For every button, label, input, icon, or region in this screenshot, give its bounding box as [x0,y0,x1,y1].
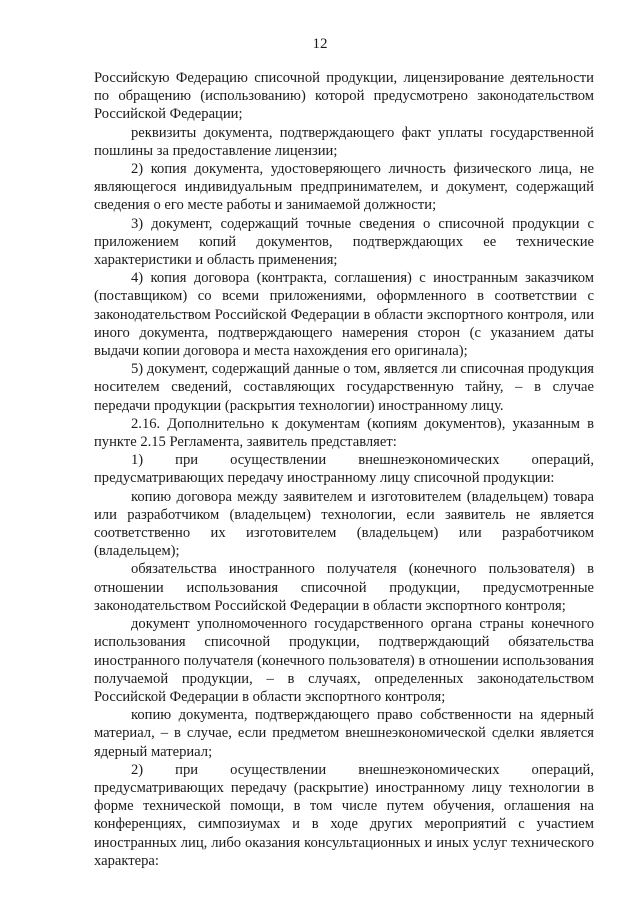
paragraph-end-user-obligations: обязательства иностранного получателя (конечного пользователя) в отношении использования списочной продукции, предусмотренные законодательством Российской Федерации в области экспортного контроля; [94,561,594,614]
paragraph-subitem-2: 2) при осуществлении внешнеэкономических операций, предусматривающих передачу (раскрытие) иностранному лицу технологии в форме технической помощи, в том числе путем обучения, оглашения на конференциях, симпозиумах и в ходе других мероприятий с участием иностранных лиц, либо оказания консультационных и иных услуг технического характера: [94,761,594,869]
paragraph-fee-details: реквизиты документа, подтверждающего факт уплаты государственной пошлины за предоставление лицензии; [94,124,594,159]
paragraph-item-5: 5) документ, содержащий данные о том, является ли списочная продукция носителем сведений, составляющих государственную тайну, – в случае передачи продукции (раскрытия технологии) иностранному лицу. [94,361,594,414]
paragraph-continuation: Российскую Федерацию списочной продукции, лицензирование деятельности по обращению (использованию) которой предусмотрено законодательством Российской Федерации; [94,70,594,123]
paragraph-authority-document: документ уполномоченного государственного органа страны конечного использования списочной продукции, подтверждающий обязательства иностранного получателя (конечного пользователя) в отношении использования получаемой продукции, – в случаях, определенных законодательством Российской Федерации в области экспортного контроля; [94,616,594,705]
paragraph-contract-copy: копию договора между заявителем и изготовителем (владельцем) товара или разработчиком (владельцем) технологии, если заявитель не является соответственно их изготовителем (владельцем) или разработчиком (владельцем); [94,488,594,560]
paragraph-item-2: 2) копия документа, удостоверяющего личность физического лица, не являющегося индивидуальным предпринимателем, и документ, содержащий сведения о его месте работы и занимаемой должности; [94,161,594,214]
paragraph-section-2-16: 2.16. Дополнительно к документам (копиям документов), указанным в пункте 2.15 Регламента, заявитель представляет: [94,415,594,451]
page-number: 12 [312,36,328,52]
paragraph-subitem-1: 1) при осуществлении внешнеэкономических операций, предусматривающих передачу иностранному лицу списочной продукции: [94,452,594,487]
document-body [94,69,594,870]
paragraph-item-3: 3) документ, содержащий точные сведения о списочной продукции с приложением копий документов, подтверждающих ее технические характеристики и область применения; [94,215,594,269]
paragraph-nuclear-material: копию документа, подтверждающего право собственности на ядерный материал, – в случае, если предметом внешнеэкономической сделки является ядерный материал; [94,707,594,760]
paragraph-item-4: 4) копия договора (контракта, соглашения) с иностранным заказчиком (поставщиком) со всеми приложениями, оформленного в соответствии с законодательством Российской Федерации в области экспортного контроля, или иного документа, подтверждающего намерения сторон (с указанием даты выдачи копии договора и места нахождения его оригинала); [94,270,594,360]
